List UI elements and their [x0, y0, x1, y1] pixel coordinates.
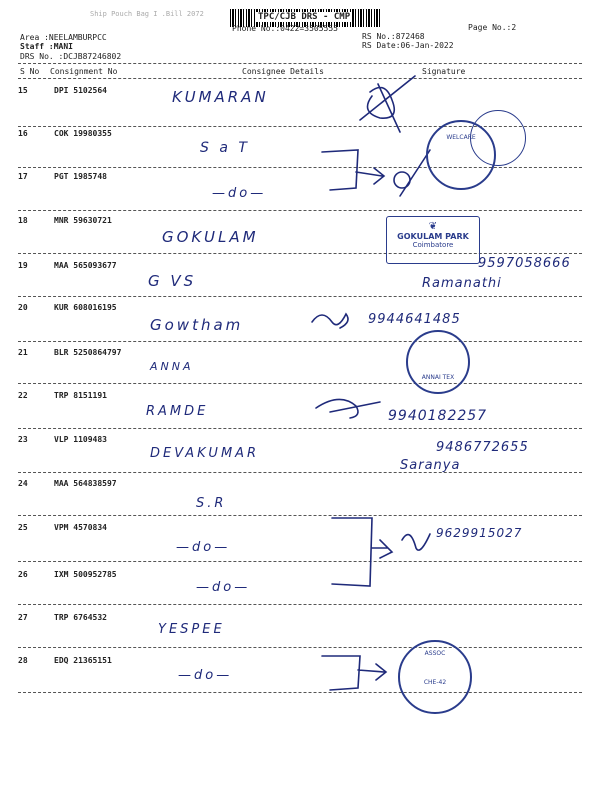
handwritten-consignee: GOKULAM — [162, 228, 259, 246]
handwritten-name: Ramanathi — [422, 276, 502, 291]
row-consignment: PGT 1985748 — [54, 172, 107, 181]
stamp-city: Coimbatore — [412, 241, 454, 249]
row-sno: 17 — [18, 172, 28, 181]
stamp-text: ANNAI TEX — [421, 374, 455, 381]
area-label: Area :NEELAMBURPCC — [20, 33, 107, 42]
stamp-name: GOKULAM PARK — [397, 232, 469, 241]
handwritten-phone: 9944641485 — [368, 312, 461, 327]
gokulam-park-stamp — [386, 216, 480, 264]
handwritten-consignee: YESPEE — [158, 622, 225, 637]
stamp-text: ASSOC — [424, 650, 446, 657]
row-consignment: KUR 608016195 — [54, 303, 117, 312]
row-sno: 25 — [18, 523, 28, 532]
row-sno: 15 — [18, 86, 28, 95]
row-sno: 18 — [18, 216, 28, 225]
stamp-text: CHE-42 — [423, 679, 447, 686]
row-sno: 20 — [18, 303, 28, 312]
handwritten-consignee: RAMDE — [146, 404, 209, 419]
handwritten-consignee: G VS — [148, 272, 197, 290]
staff-label: Staff :MANI — [20, 42, 73, 51]
page-number: Page No.:2 — [468, 23, 517, 32]
row-sno: 22 — [18, 391, 28, 400]
handwritten-phone: 9597058666 — [478, 256, 571, 271]
row-sno: 24 — [18, 479, 28, 488]
row-consignment: DPI 5102564 — [54, 86, 107, 95]
row-consignment: MAA 565093677 — [54, 261, 117, 270]
row-sno: 16 — [18, 129, 28, 138]
row-sno: 21 — [18, 348, 28, 357]
rs-date: RS Date:06-Jan-2022 — [362, 41, 454, 50]
col-consignment: Consignment No — [50, 67, 118, 76]
row-sno: 28 — [18, 656, 28, 665]
row-sno: 23 — [18, 435, 28, 444]
handwritten-consignee: ANNA — [150, 360, 194, 373]
second-round-stamp — [470, 110, 526, 166]
row-consignment: VPM 4570834 — [54, 523, 107, 532]
document-title: TPC/CJB DRS - CMP — [258, 12, 351, 22]
handwritten-consignee: —do— — [196, 580, 251, 595]
stamp-text: WELCARE — [446, 134, 476, 141]
row-consignment: COK 19980355 — [54, 129, 112, 138]
row-consignment: TRP 8151191 — [54, 391, 107, 400]
row-consignment: EDQ 21365151 — [54, 656, 112, 665]
bleed-through-text: Ship Pouch Bag I .Bill 2072 — [90, 10, 204, 18]
col-signature: Signature — [422, 67, 466, 76]
phone-number: Phone No.:0422=3505555 — [232, 24, 338, 33]
handwritten-consignee: S.R — [196, 496, 227, 511]
handwritten-consignee: DEVAKUMAR — [150, 446, 260, 461]
handwritten-consignee: S a T — [200, 140, 250, 156]
col-sno: S No — [20, 67, 40, 76]
handwritten-consignee: KUMARAN — [172, 88, 269, 106]
handwritten-consignee: —do— — [178, 668, 233, 683]
row-sno: 26 — [18, 570, 28, 579]
drs-number: DRS No. :DCJB87246802 — [20, 52, 122, 61]
annai-tex-stamp — [406, 330, 470, 394]
handwritten-phone: 9629915027 — [436, 526, 523, 540]
row-consignment: MAA 564838597 — [54, 479, 117, 488]
row-sno: 27 — [18, 613, 28, 622]
logo-glyph: ❦ — [428, 221, 438, 232]
assoc-stamp — [398, 640, 472, 714]
handwritten-consignee: Gowtham — [150, 316, 244, 334]
handwritten-phone: 9486772655 — [436, 440, 529, 455]
handwritten-consignee: —do— — [212, 186, 267, 201]
row-sno: 19 — [18, 261, 28, 270]
row-consignment: MNR 59630721 — [54, 216, 112, 225]
row-consignment: TRP 6764532 — [54, 613, 107, 622]
handwritten-phone: 9940182257 — [388, 408, 488, 424]
handwritten-name: Saranya — [400, 458, 461, 473]
row-consignment: IXM 500952785 — [54, 570, 117, 579]
col-consignee: Consignee Details — [242, 67, 324, 76]
rs-number: RS No.:872468 — [362, 32, 425, 41]
row-consignment: BLR 5250864797 — [54, 348, 122, 357]
row-consignment: VLP 1109483 — [54, 435, 107, 444]
handwritten-consignee: —do— — [176, 540, 231, 555]
